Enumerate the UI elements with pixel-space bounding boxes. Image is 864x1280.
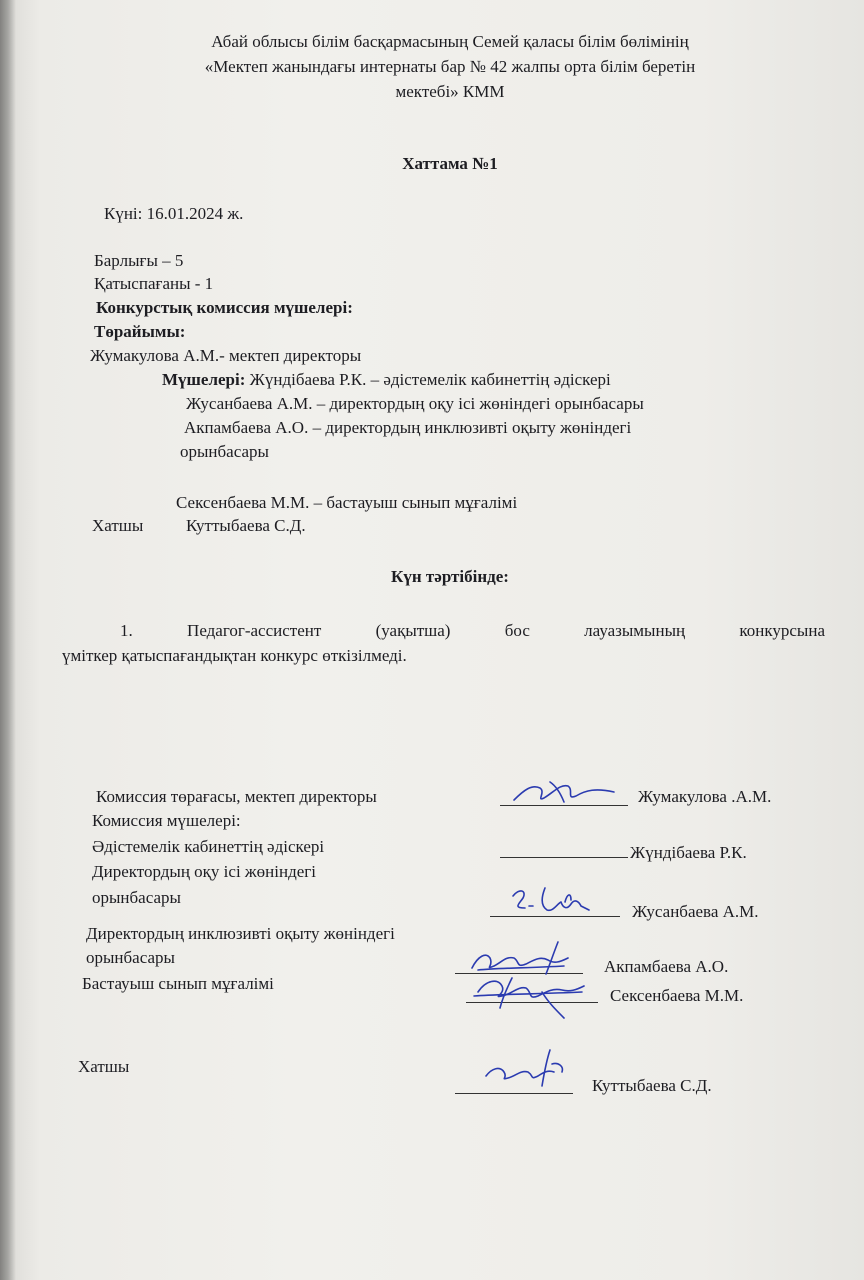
member-1: Жүндібаева Р.К. – әдістемелік кабинеттің әдіскері xyxy=(249,370,611,389)
sig-m1-name: Жүндібаева Р.К. xyxy=(630,843,747,862)
sig-secretary-name: Куттыбаева С.Д. xyxy=(592,1076,712,1095)
member-4: Сексенбаева М.М. – бастауыш сынып мұғалімі xyxy=(176,493,518,512)
m4-signature xyxy=(472,970,590,1022)
header-line-2: «Мектеп жанындағы интернаты бар № 42 жалпы орта білім беретін xyxy=(204,57,696,76)
secretary-label: Хатшы xyxy=(92,516,144,535)
sig-members-label: Комиссия мүшелері: xyxy=(92,811,241,830)
header-line-1: Абай облысы білім басқармасының Семей қаласы білім бөлімінің xyxy=(211,32,689,51)
chair-signature xyxy=(510,778,620,808)
protocol-title: Хаттама №1 xyxy=(402,154,498,173)
secretary-signature xyxy=(478,1046,573,1092)
sig-secretary-role: Хатшы xyxy=(78,1057,130,1076)
member-1-row xyxy=(162,370,611,390)
agenda-item-1-line-2: үміткер қатыспағандықтан конкурс өткізілмеді. xyxy=(62,646,407,665)
m2-signature xyxy=(505,882,600,918)
header-line-3: мектебі» КММ xyxy=(395,82,505,101)
commission-heading: Конкурстық комиссия мүшелері: xyxy=(96,298,353,317)
secretary-name: Куттыбаева С.Д. xyxy=(186,516,306,535)
member-3-line-2: орынбасары xyxy=(180,442,269,461)
agenda-heading: Күн тәртібінде: xyxy=(391,567,509,586)
sig-m4-name: Сексенбаева М.М. xyxy=(610,986,744,1005)
sig-m3-name: Акпамбаева А.О. xyxy=(604,957,729,976)
chair-heading: Төрайымы: xyxy=(94,322,186,341)
sig-secretary-line xyxy=(455,1093,573,1094)
sig-m3-role-line-1: Директордың инклюзивті оқыту жөніндегі xyxy=(86,924,395,943)
member-2: Жусанбаева А.М. – директордың оқу ісі жөніндегі орынбасары xyxy=(186,394,644,413)
protocol-date: Күні: 16.01.2024 ж. xyxy=(104,204,244,223)
sig-m4-role: Бастауыш сынып мұғалімі xyxy=(82,974,274,993)
sig-chair-role: Комиссия төрағасы, мектеп директоры xyxy=(96,787,377,806)
sig-m2-role-line-1: Директордың оқу ісі жөніндегі xyxy=(92,862,316,881)
attendance-absent: Қатыспағаны - 1 xyxy=(94,274,214,293)
page-edge-shadow xyxy=(0,0,16,1280)
attendance-total: Барлығы – 5 xyxy=(94,251,184,270)
members-label: Мүшелері: xyxy=(162,370,246,389)
sig-m1-line xyxy=(500,857,628,858)
sig-m1-role: Әдістемелік кабинеттің әдіскері xyxy=(92,837,325,856)
chair-name: Жумакулова А.М.- мектеп директоры xyxy=(90,346,362,365)
sig-m3-role-line-2: орынбасары xyxy=(86,948,175,967)
agenda-item-1-line-1: 1. Педагог-ассистент (уақытша) бос лауазымының конкурсына xyxy=(120,621,825,640)
sig-m2-name: Жусанбаева А.М. xyxy=(632,902,759,921)
sig-m2-role-line-2: орынбасары xyxy=(92,888,181,907)
sig-chair-name: Жумакулова .А.М. xyxy=(638,787,772,806)
member-3-line-1: Акпамбаева А.О. – директордың инклюзивті оқыту жөніндегі xyxy=(184,418,632,437)
